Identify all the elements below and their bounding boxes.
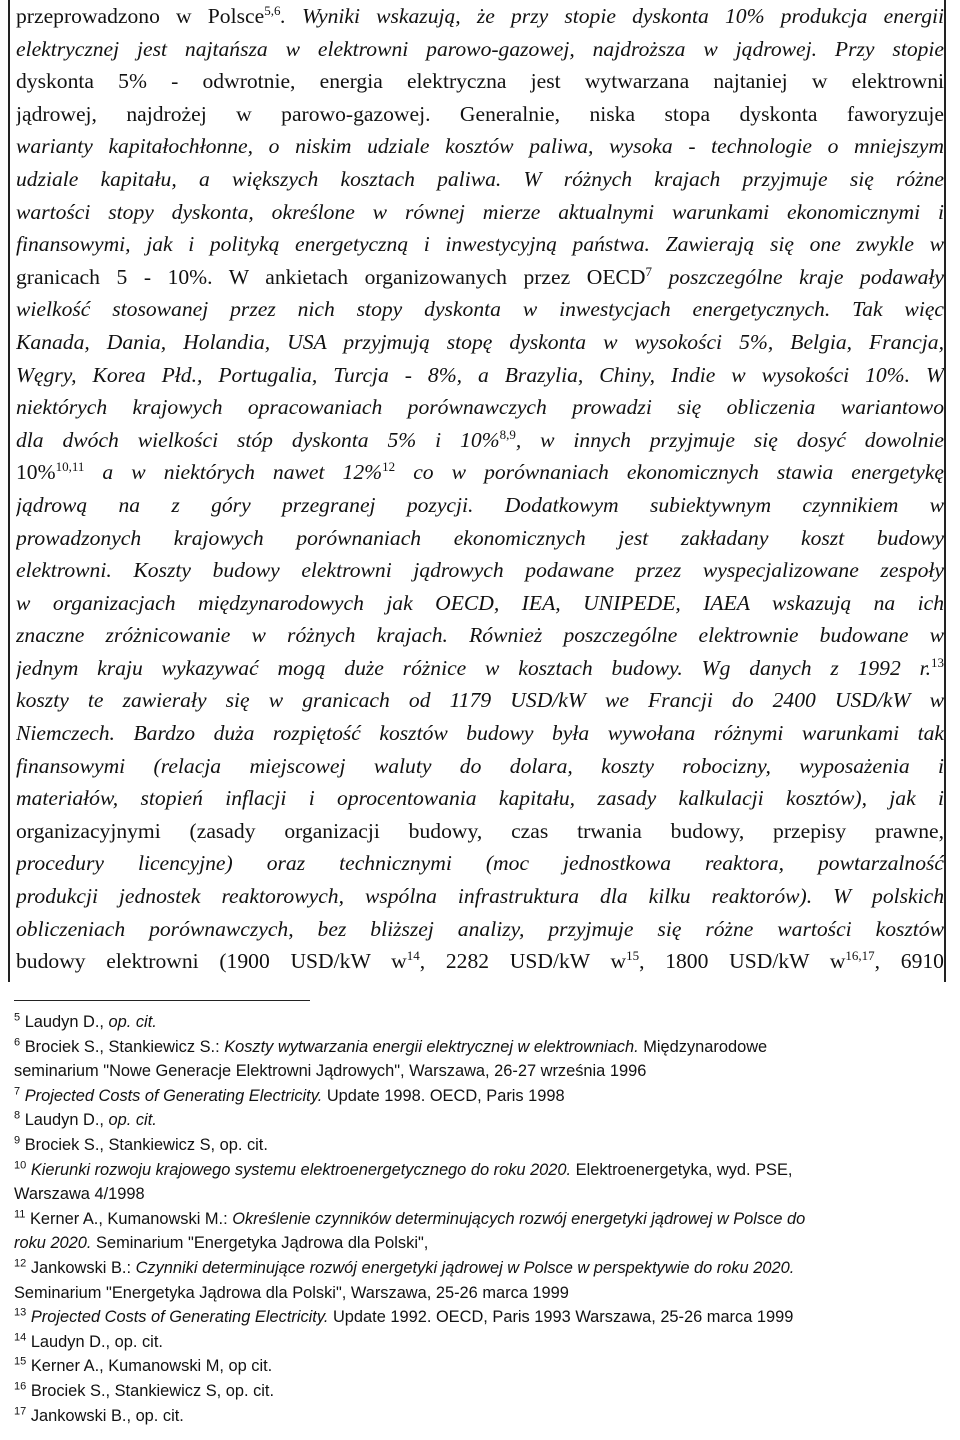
body-line-12: Węgry, Korea Płd., Portugalia, Turcja - 8%, a Brazylia, Chiny, Indie w wysokości 10%. W xyxy=(16,362,944,387)
body-line-26: organizacyjnymi (zasady organizacji budowy, czas trwania budowy, przepisy prawne, xyxy=(16,818,944,843)
body-line-16: jądrową na z góry przegranej pozycji. Dodatkowym subiektywnym czynnikiem w xyxy=(16,492,944,517)
body-line-9: granicach 5 - 10%. W ankietach organizowanych przez OECD$^7$ poszczególne kraje podawały xyxy=(16,263,944,289)
footnote-line: $^{16}$ Brociek S., Stankiewicz S, op. cit. xyxy=(14,1380,275,1400)
footnote-line: roku 2020. Seminarium "Energetyka Jądrowa dla Polski", xyxy=(14,1234,429,1253)
body-line-29: obliczeniach porównawczych, bez bliższej analizy, przyjmuje się różne wartości kosztów xyxy=(16,916,944,941)
body-line-14: dla dwóch wielkości stóp dyskonta 5% i 10%$^{8,9}$, w innych przyjmuje się dosyć dowolnie xyxy=(16,426,944,452)
body-line-17: prowadzonych krajowych porównaniach ekonomicznych jest zakładany koszt budowy xyxy=(16,525,944,550)
body-line-22: koszty te zawierały się w granicach od 1179 USD/kW we Francji do 2400 USD/kW w xyxy=(16,688,944,713)
body-line-28: produkcji jednostek reaktorowych, wspólna infrastruktura dla kilku reaktorów). W polskich xyxy=(16,884,944,909)
body-line-13: niektórych krajowych opracowaniach porównawczych prowadzi się obliczenia wariantowo xyxy=(16,395,944,420)
footnotes xyxy=(14,1010,944,1428)
footnote-line: $^{14}$ Laudyn D., op. cit. xyxy=(14,1331,163,1351)
footnote-line: $^6$ Brociek S., Stankiewicz S.: Koszty wytwarzania energii elektrycznej w elektrowniach. Międzynarodowe xyxy=(14,1036,768,1056)
body-line-19: w organizacjach międzynarodowych jak OECD, IEA, UNIPEDE, IAEA wskazują na ich xyxy=(16,590,944,615)
body-line-3: dyskonta 5% - odwrotnie, energia elektryczna jest wytwarzana najtaniej w elektrowni xyxy=(16,69,944,94)
body-line-8: finansowymi, jak i polityką energetyczną i inwestycyjną państwa. Zawierają się one zwykle w xyxy=(16,232,944,257)
body-line-1: przeprowadzono w Polsce$^{5,6}$. Wyniki wskazują, że przy stopie dyskonta 10% produkcja energii xyxy=(16,2,944,28)
body-line-20: znaczne zróżnicowanie w różnych krajach. Również poszczególne elektrownie budowane w xyxy=(16,623,944,648)
footnote-line: $^9$ Brociek S., Stankiewicz S, op. cit. xyxy=(14,1134,268,1154)
footnote-line: $^{15}$ Kerner A., Kumanowski M, op cit. xyxy=(14,1355,273,1376)
footnote-line: $^{13}$ Projected Costs of Generating Electricity. Update 1992. OECD, Paris 1993 Warszawa, 25-26 marca 1999 xyxy=(14,1306,794,1327)
footnote-line: seminarium "Nowe Generacje Elektrowni Jądrowych", Warszawa, 26-27 września 1996 xyxy=(14,1062,647,1081)
footnote-line: $^{17}$ Jankowski B., op. cit. xyxy=(14,1405,184,1425)
body-text xyxy=(16,0,944,978)
body-line-5: warianty kapitałochłonne, o niskim udziale kosztów paliwa, wysoka - technologie o mniejszym xyxy=(16,134,944,159)
body-line-23: Niemczech. Bardzo duża rozpiętość kosztów budowy była wywołana różnymi warunkami tak xyxy=(16,721,944,746)
body-line-27: procedury licencyjne) oraz technicznymi (moc jednostkowa reaktora, powtarzalność xyxy=(16,851,944,876)
footnote-line: $^8$ Laudyn D., op. cit. xyxy=(14,1109,157,1130)
footnote-separator xyxy=(14,1000,310,1001)
footnote-line: Seminarium "Energetyka Jądrowa dla Polski", Warszawa, 25-26 marca 1999 xyxy=(14,1283,569,1302)
body-line-30: budowy elektrowni (1900 USD/kW $w^{14}$, 2282 USD/kW $w^{15}$, 1800 USD/kW $w^{16,17}$, 6910 xyxy=(16,948,944,974)
footnote-line: $^{11}$ Kerner A., Kumanowski M.: Określenie czynników determinujących rozwój energetyki jądrowej w Polsce do xyxy=(14,1208,806,1228)
body-line-18: elektrowni. Koszty budowy elektrowni jądrowych podawane przez wyspecjalizowane zespoły xyxy=(16,558,944,583)
footnote-line: Warszawa 4/1998 xyxy=(14,1185,145,1204)
body-line-24: finansowymi (relacja miejscowej waluty do dolara, koszty robocizny, wyposażenia i xyxy=(16,753,944,778)
body-line-6: udziale kapitału, a większych kosztach paliwa. W różnych krajach przyjmuje się różne xyxy=(16,166,944,191)
footnote-line: $^{10}$ Kierunki rozwoju krajowego systemu elektroenergetycznego do roku 2020. Elektroenergetyka, wyd. PSE, xyxy=(14,1159,793,1179)
page-frame-right xyxy=(944,0,946,982)
footnote-line: $^5$ Laudyn D., op. cit. xyxy=(14,1011,157,1031)
body-line-25: materiałów, stopień inflacji i oprocentowania kapitału, zasady kalkulacji kosztów), jak i xyxy=(16,786,944,811)
body-line-4: jądrowej, najdrożej w parowo-gazowej. Generalnie, niska stopa dyskonta faworyzuje xyxy=(16,101,944,126)
body-line-2: elektrycznej jest najtańsza w elektrowni parowo-gazowej, najdroższa w jądrowej. Przy stopie xyxy=(16,36,944,61)
body-line-21: jednym kraju wykazywać mogą duże różnice w kosztach budowy. Wg danych z 1992 r.$^{13}$ xyxy=(16,654,944,680)
body-line-11: Kanada, Dania, Holandia, USA przyjmują stopę dyskonta w wysokości 5%, Belgia, Francja, xyxy=(16,329,944,354)
body-line-15: 10%$^{10,11}$ a w niektórych nawet 12%$^{12}$ co w porównaniach ekonomicznych stawia energetykę xyxy=(16,459,944,485)
body-line-7: wartości stopy dyskonta, określone w równej mierze aktualnymi warunkami ekonomicznymi i xyxy=(16,199,944,224)
page-frame-left xyxy=(8,0,10,982)
body-line-10: wielkość stosowanej przez nich stopy dyskonta w inwestycjach energetycznych. Tak więc xyxy=(16,297,944,322)
footnote-line: $^{12}$ Jankowski B.: Czynniki determinujące rozwój energetyki jądrowej w Polsce w perspektywie do roku 2020. xyxy=(14,1257,795,1277)
footnote-line: $^7$ Projected Costs of Generating Electricity. Update 1998. OECD, Paris 1998 xyxy=(14,1085,565,1105)
